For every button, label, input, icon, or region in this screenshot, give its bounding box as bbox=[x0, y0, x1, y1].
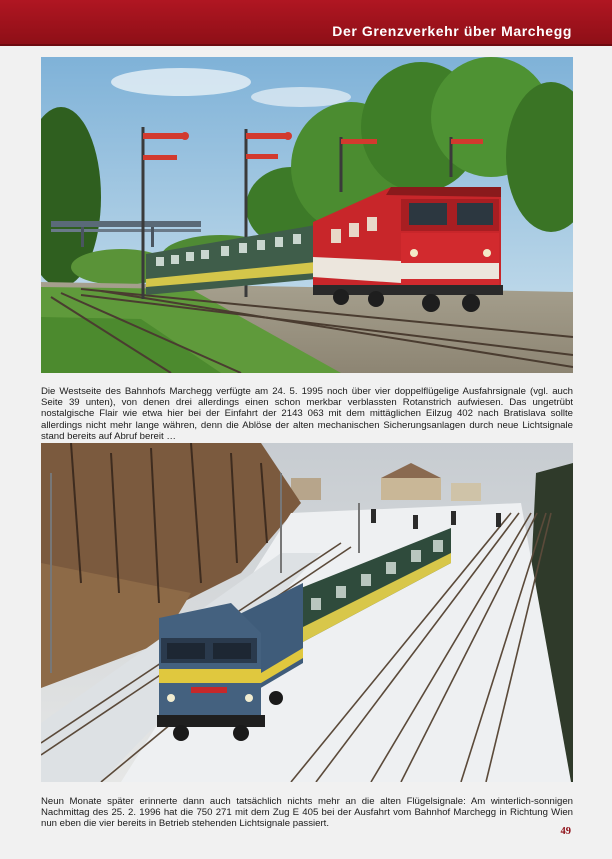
page-title: Der Grenzverkehr über Marchegg bbox=[332, 23, 572, 39]
photo-caption: Die Westseite des Bahnhofs Marchegg verfügte am 24. 5. 1995 noch über vier doppelflügelige Ausfahrsignale (vgl. auch Seite 39 unten), von denen drei allerdings einen schon merkbar verblassten Rotanstrich aufwiesen. Das ungetrübt nostalgische Flair wie etwa hier bei der Einfahrt der 2143 063 mit dem mittäglichen Eilzug 402 nach Bratislava sollte allerdings nicht mehr lange währen, denn die Ablöse der alten mechanischen Sicherungsanlagen durch neue Lichtsignale stand bereits auf Abruf bereit … bbox=[41, 385, 573, 443]
page-number: 49 bbox=[560, 826, 571, 837]
photo-marchegg-winter bbox=[41, 443, 573, 782]
page-header-bar bbox=[0, 0, 612, 46]
photo-caption: Neun Monate später erinnerte dann auch tatsächlich nichts mehr an die alten Flügelsignale: Am winterlich-sonnigen Nachmittag des 25. 2. 1996 hat die 750 271 mit dem Zug E 405 bei der Ausfahrt vom Bahnhof Marchegg in Richtung Wien nun eben die vier bereits in Betrieb stehenden Lichtsignale passiert. bbox=[41, 795, 573, 830]
photo-marchegg-west bbox=[41, 57, 573, 373]
